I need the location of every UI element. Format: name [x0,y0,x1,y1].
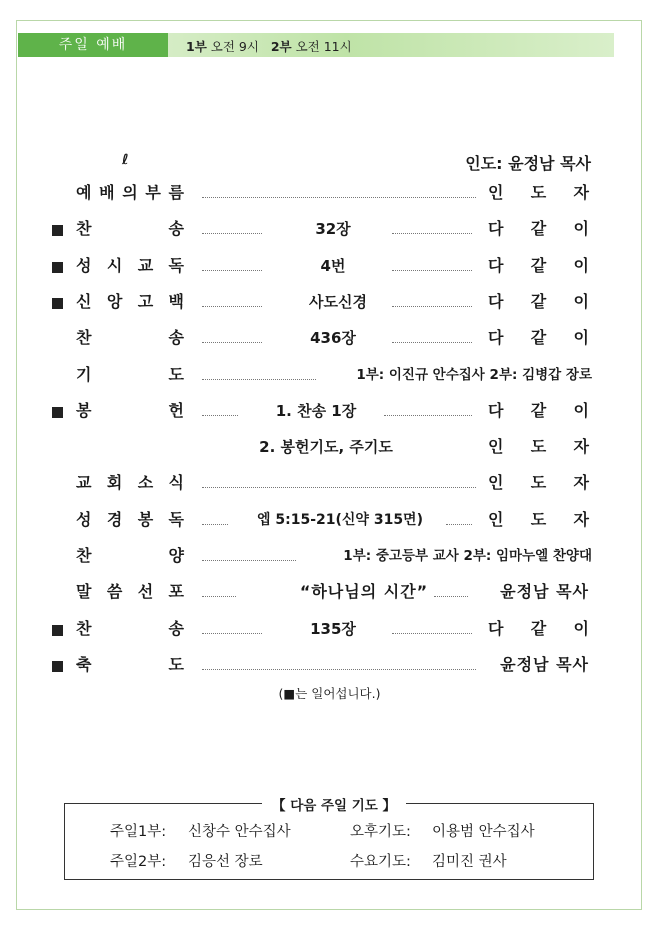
service-tag: 주일 예배 [18,33,168,57]
leader-text: 이 [573,618,589,638]
label-char: 의 [122,183,138,202]
leader-text: 이 [573,400,589,420]
leader-text: 이 [573,291,589,311]
leader-text: 같 [530,255,547,275]
service2-time: 오전 11시 [295,39,352,54]
leader-text: 다 [488,618,504,638]
leader-text: 같 [530,219,547,239]
order-row [0,545,659,575]
label-char: 식 [168,473,184,493]
standing-marker-icon [52,625,63,636]
label-char: 찬 [76,546,92,565]
order-item-leader [488,509,589,531]
prayer-name: 신창수 안수집사 [188,824,291,840]
label-char: 헌 [168,400,184,420]
order-item-label [76,545,184,567]
label-char: 포 [168,582,184,602]
order-row [0,400,659,430]
dot-leader [384,415,472,416]
order-item-leader [488,182,589,204]
label-char: 소 [137,473,154,493]
order-item-label [76,654,184,676]
leader-text: 도 [530,183,547,202]
order-item-leader [488,218,589,240]
label-char: 도 [168,364,184,384]
leader-text: 같 [530,400,547,420]
label-char: 예 [76,183,92,202]
leader-text: 인 [488,473,504,493]
label-char: 찬 [76,328,92,348]
leader: 인도: 윤정남 목사 [465,154,591,173]
label-char: 선 [137,582,154,602]
leader-text: 도 [530,509,547,529]
leader-text: 윤정남 목사 [500,582,589,602]
prayer-name: 김응선 장로 [188,854,263,870]
order-item-label [76,255,184,277]
label-char: 부 [145,183,161,202]
order-item-detail: 2. 봉헌기도, 주기도 [259,438,393,457]
order-row [0,182,659,212]
label-char: 배 [99,183,115,202]
leader-text: 다 [488,219,504,239]
label-char: 름 [168,183,184,202]
prayer-name: 이용범 안수집사 [432,824,535,840]
leader-text: 도 [530,437,547,457]
label-char: 송 [168,219,184,239]
order-item-label [76,291,184,313]
service1-time: 오전 9시 [210,39,259,54]
order-item-label [76,364,184,386]
order-item-detail: 135장 [310,619,356,638]
dot-leader [202,233,262,234]
dot-leader [392,270,472,271]
dot-leader [202,487,476,488]
leader-text: 같 [530,618,547,638]
leader-text: 다 [488,400,504,420]
order-row [0,255,659,285]
order-item-leader [488,255,589,277]
label-char: 송 [168,618,184,638]
dot-leader [202,306,262,307]
label-char: 씀 [106,582,123,602]
dot-leader [202,669,476,670]
dot-leader [202,342,262,343]
label-char: 신 [76,291,92,311]
prayer-role: 주일1부: [110,824,167,840]
label-char: 교 [76,473,92,493]
leader-text: 이 [573,219,589,239]
order-item-detail: 엡 5:15-21(신약 315면) [257,511,423,528]
label-char: 시 [106,255,123,275]
leader-text: 같 [530,328,547,348]
dot-leader [392,233,472,234]
leader-text: 다 [488,255,504,275]
order-item-detail: “하나님의 시간” [299,582,429,602]
label-char: 앙 [106,291,123,311]
order-item-leader [488,291,589,313]
dot-leader [202,560,296,561]
label-char: 성 [76,255,92,275]
leader-text: 인 [488,183,504,202]
order-item-label [76,581,184,603]
leader-text: 같 [530,291,547,311]
label-char: 경 [106,509,123,529]
dot-leader [392,633,472,634]
order-item-label [76,509,184,531]
order-item-leader [488,654,589,676]
order-item-label [76,218,184,240]
order-row [0,291,659,321]
prayer-role: 오후기도: [350,824,411,840]
label-char: 도 [168,654,184,674]
label-char: 고 [137,291,154,311]
order-item-leader [488,436,589,458]
standing-marker-icon [52,262,63,273]
label-char: 찬 [76,219,92,239]
order-item-label [76,182,184,204]
standing-marker-icon [52,225,63,236]
label-char: 봉 [137,509,154,529]
service1-label: 1부 [186,39,207,54]
order-item-label [76,618,184,640]
order-item-leader [488,472,589,494]
leader-text: 자 [573,183,589,202]
order-item-detail: 4번 [320,256,346,275]
leader-text: 다 [488,291,504,311]
label-char: 봉 [76,400,92,420]
label-char: 말 [76,582,92,602]
dot-leader [202,379,316,380]
standing-marker-icon [52,661,63,672]
order-item-label [76,472,184,494]
order-row [0,654,659,684]
order-row [0,472,659,502]
leader-text: 인 [488,509,504,529]
dot-leader [392,342,472,343]
label-char: 양 [168,546,184,565]
prayer-role: 주일2부: [110,854,167,870]
leader-text: 이 [573,328,589,348]
order-row [0,509,659,539]
order-item-label [76,327,184,349]
order-item-leader [488,327,589,349]
label-char: 축 [76,654,92,674]
standing-note: (■는 일어섭니다.) [278,686,381,701]
order-item-detail: 32장 [315,220,351,239]
order-row [0,218,659,248]
standing-marker-icon [52,298,63,309]
dot-leader [202,415,238,416]
order-row [0,618,659,648]
label-char: 성 [76,509,92,529]
label-char: 교 [137,255,154,275]
label-char: 회 [106,473,123,493]
dot-leader [202,596,236,597]
service2-label: 2부 [270,39,292,54]
leader-text: 이 [573,255,589,275]
order-item-detail: 사도신경 [309,292,367,311]
order-row [0,436,659,466]
label-char: 독 [168,255,184,275]
order-item-detail: 1부: 이진규 안수집사 2부: 김병갑 장로 [356,366,592,383]
next-prayer-title: 【 다음 주일 기도 】 [262,794,406,814]
dot-leader [202,524,228,525]
order-item-detail: 1. 찬송 1장 [275,401,357,420]
label-char: 기 [76,364,92,384]
leader-text: 다 [488,328,504,348]
order-item-leader [488,581,589,603]
order-item-leader [488,618,589,640]
order-item-label [76,400,184,422]
leader-text: 도 [530,473,547,493]
order-item-leader [488,400,589,422]
dot-leader [202,633,262,634]
leader-mark: ℓ [122,152,129,168]
standing-marker-icon [52,407,63,418]
leader-text: 인 [488,437,504,457]
label-char: 백 [168,291,184,311]
order-row [0,581,659,611]
order-row [0,364,659,394]
leader-text: 자 [573,437,589,457]
label-char: 독 [168,509,184,529]
dot-leader [202,197,476,198]
leader-text: 자 [573,509,589,529]
label-char: 찬 [76,618,92,638]
leader-text: 윤정남 목사 [500,654,589,674]
order-item-detail: 1부: 중고등부 교사 2부: 임마누엘 찬양대 [343,548,592,564]
leader-text: 자 [573,473,589,493]
dot-leader [202,270,262,271]
prayer-name: 김미진 권사 [432,854,507,870]
order-item-detail: 436장 [310,329,356,348]
label-char: 송 [168,328,184,348]
dot-leader [392,306,472,307]
dot-leader [446,524,472,525]
order-row [0,327,659,357]
prayer-role: 수요기도: [350,854,411,870]
service-times [186,37,352,55]
